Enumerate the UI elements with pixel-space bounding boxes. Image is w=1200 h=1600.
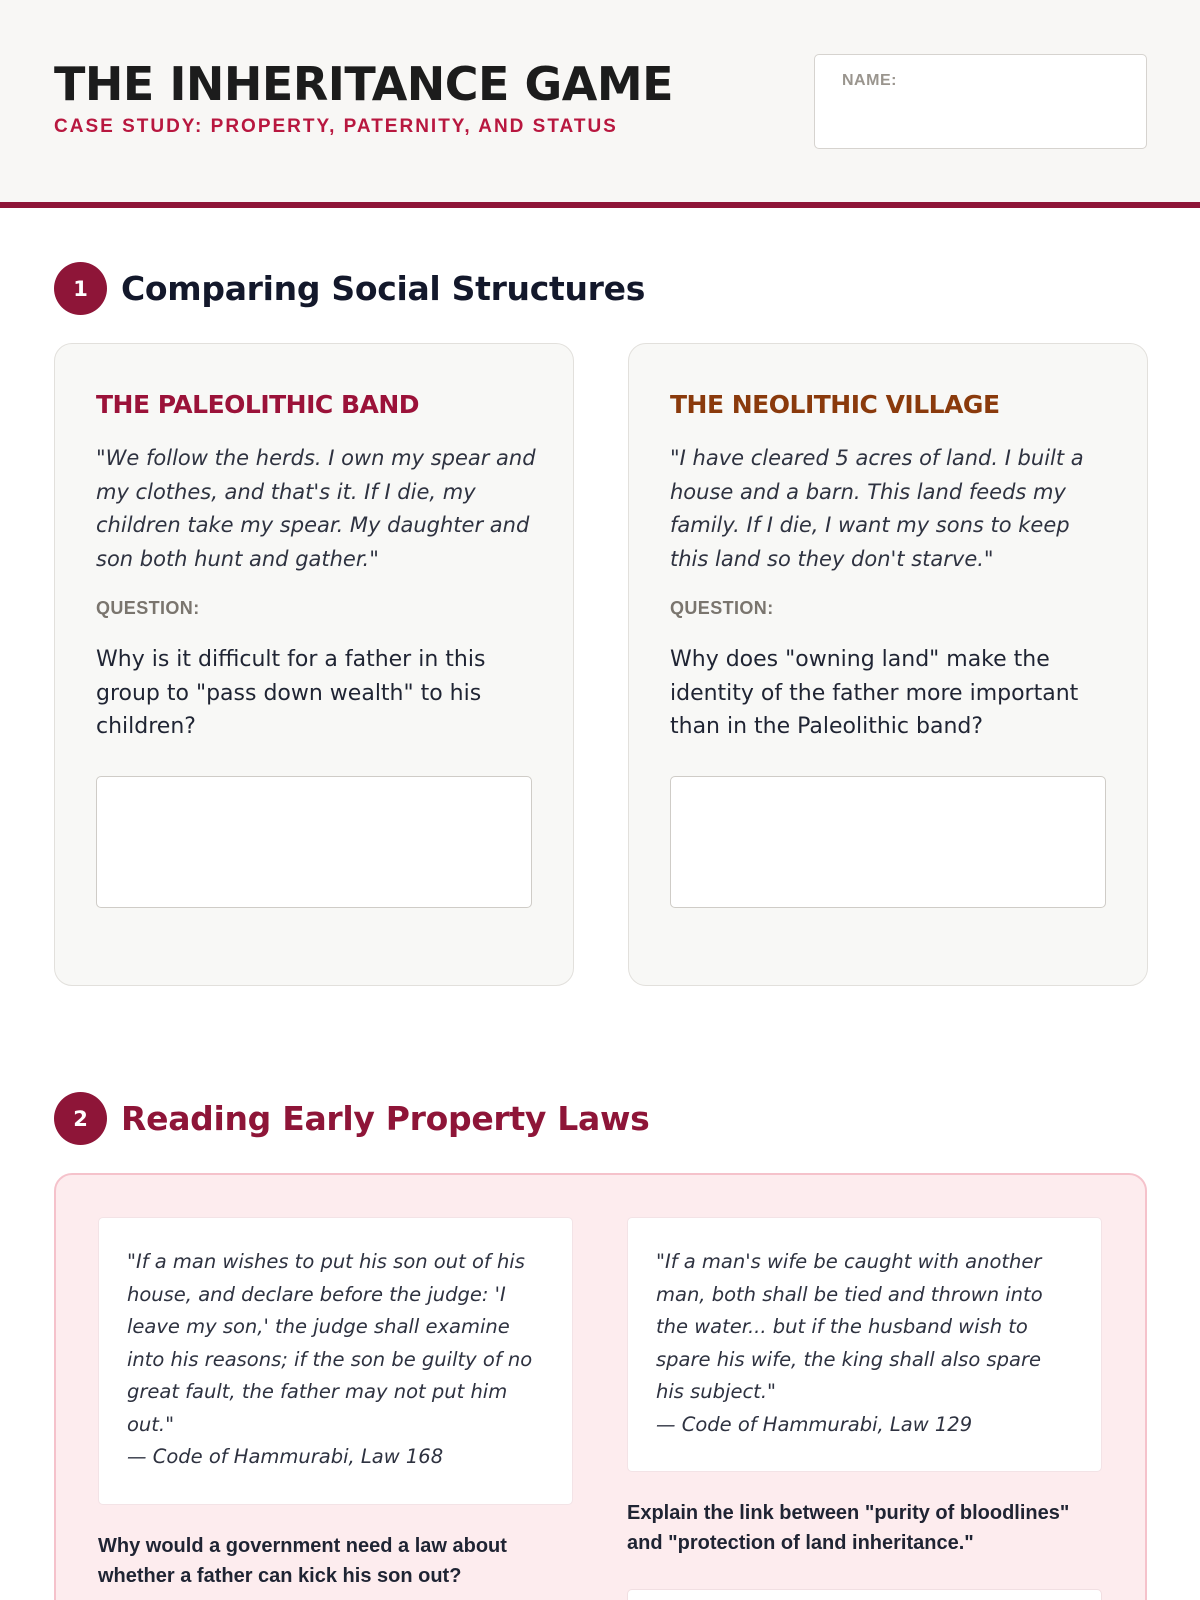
law-quote <box>98 1217 573 1505</box>
law-quote-text: "If a man's wife be caught with another man, both shall be tied and thrown into the water... but if the husband wish to spare his wife, the king shall also spare his subject." <box>656 1250 1043 1403</box>
worksheet-title: THE INHERITANCE GAME <box>54 57 674 111</box>
law-quote-text: "If a man wishes to put his son out of his house, and declare before the judge: 'I leave my son,' the judge shall examine into his reasons; if the son be guilty of no great fault, the father may not put him out." <box>127 1250 533 1436</box>
answer-box[interactable] <box>627 1589 1102 1600</box>
card-quote: "I have cleared 5 acres of land. I built a house and a barn. This land feeds my family. If I die, I want my sons to keep this land so they don't starve." <box>670 446 1084 571</box>
answer-box[interactable] <box>96 776 532 908</box>
paleolithic-card <box>54 343 574 986</box>
answer-box[interactable] <box>670 776 1106 908</box>
law-quote <box>627 1217 1102 1472</box>
name-label: NAME: <box>842 72 897 89</box>
worksheet-header <box>0 0 1200 208</box>
law-citation: — Code of Hammurabi, Law 168 <box>127 1445 444 1468</box>
law-168-column <box>98 1217 573 1600</box>
question-text: Why is it difficult for a father in this group to "pass down wealth" to his children? <box>96 647 486 739</box>
worksheet-subtitle: CASE STUDY: PROPERTY, PATERNITY, AND STATUS <box>54 116 618 137</box>
law-citation: — Code of Hammurabi, Law 129 <box>656 1412 973 1436</box>
section-title: Comparing Social Structures <box>121 269 646 308</box>
section-number-badge: 1 <box>54 262 107 315</box>
section-number-badge: 2 <box>54 1092 107 1145</box>
card-title: THE PALEOLITHIC BAND <box>96 390 420 419</box>
question-text: Why does "owning land" make the identity of the father more important than in the Paleolithic band? <box>670 647 1079 739</box>
property-laws-panel <box>54 1173 1147 1600</box>
question-label: QUESTION: <box>670 598 774 618</box>
card-quote: "We follow the herds. I own my spear and my clothes, and that's it. If I die, my children take my spear. My daughter and son both hunt and gather." <box>96 446 536 571</box>
card-title: THE NEOLITHIC VILLAGE <box>670 390 1000 419</box>
question-label: QUESTION: <box>96 598 200 618</box>
law-question: Why would a government need a law about whether a father can kick his son out? <box>98 1534 507 1587</box>
neolithic-card <box>628 343 1148 986</box>
section-title: Reading Early Property Laws <box>121 1099 650 1138</box>
name-field[interactable] <box>814 54 1147 149</box>
section-2-header <box>54 1092 650 1145</box>
section-1-header <box>54 262 645 315</box>
law-question: Explain the link between "purity of bloodlines" and "protection of land inheritance." <box>627 1502 1070 1554</box>
law-129-column <box>627 1217 1102 1600</box>
